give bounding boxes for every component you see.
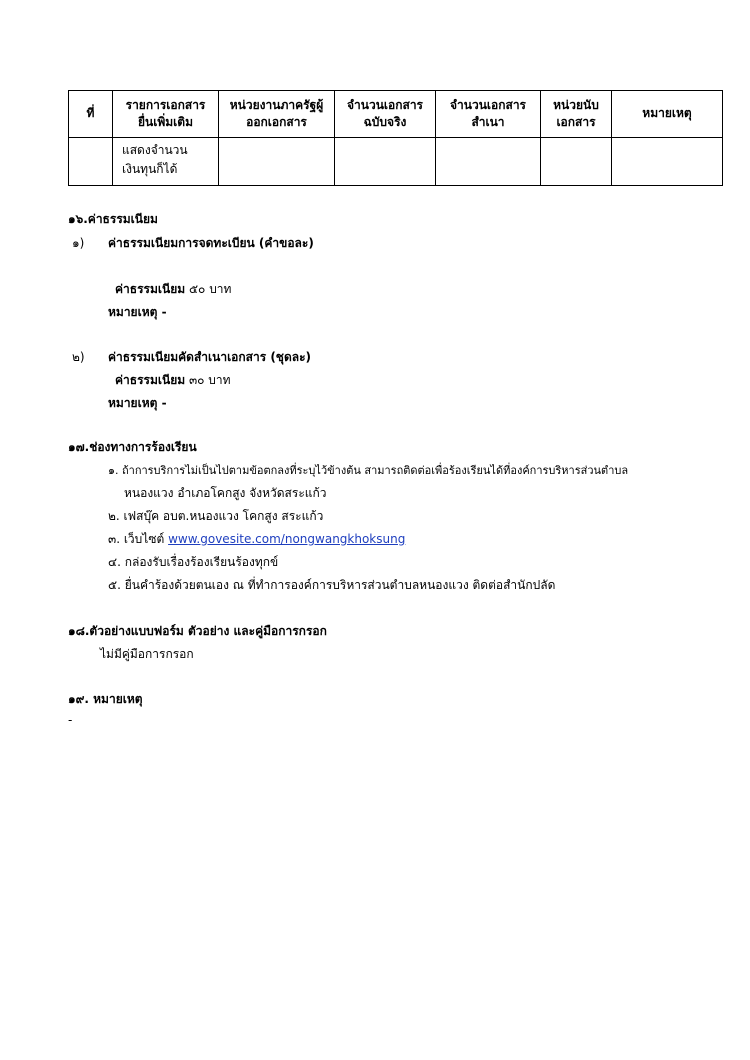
fee-2-note: หมายเหตุ - <box>108 396 167 410</box>
header-no: ที่ <box>69 91 113 138</box>
fee-1-number: ๑) <box>72 236 85 250</box>
fee-1-amount <box>115 280 231 299</box>
complaint-item-2: ๒. เฟสบุ๊ค อบต.หนองแวง โคกสูง สระแก้ว <box>108 509 324 523</box>
cell-original <box>335 138 436 186</box>
complaint-item-3 <box>108 530 405 549</box>
section-18-title: ๑๘.ตัวอย่างแบบฟอร์ม ตัวอย่าง และคู่มือการกรอก <box>68 624 327 638</box>
header-document-list: รายการเอกสาร ยื่นเพิ่มเติม <box>113 91 219 138</box>
cell-copy <box>436 138 541 186</box>
section-19-body: - <box>68 713 73 727</box>
complaint-item-5: ๕. ยื่นคำร้องด้วยตนเอง ณ ที่ทำการองค์การบริหารส่วนตำบลหนองแวง ติดต่อสำนักปลัด <box>108 578 556 592</box>
fee-2-amount <box>115 371 231 390</box>
section-16-title: ๑๖.ค่าธรรมเนียม <box>68 212 158 226</box>
section-18-body: ไม่มีคู่มือการกรอก <box>100 647 194 661</box>
cell-no <box>69 138 113 186</box>
website-link[interactable]: www.govesite.com/nongwangkhoksung <box>168 532 406 546</box>
cell-description: แสดงจำนวน เงินทุนก็ได้ <box>113 138 219 186</box>
cell-unit <box>541 138 612 186</box>
header-original-count: จำนวนเอกสาร ฉบับจริง <box>335 91 436 138</box>
header-unit: หน่วยนับ เอกสาร <box>541 91 612 138</box>
fee-1-label: ค่าธรรมเนียม <box>115 282 186 296</box>
cell-agency <box>219 138 335 186</box>
fee-1-title: ค่าธรรมเนียมการจดทะเบียน (คำขอละ) <box>108 236 314 250</box>
fee-2-label: ค่าธรรมเนียม <box>115 373 186 387</box>
table-header-row <box>69 91 723 138</box>
header-copy-count: จำนวนเอกสาร สำเนา <box>436 91 541 138</box>
fee-1-value: ๕๐ บาท <box>188 282 232 296</box>
cell-note <box>612 138 723 186</box>
website-label: ๓. เว็บไซต์ <box>108 532 165 546</box>
fee-2-number: ๒) <box>72 350 85 364</box>
fee-1-note: หมายเหตุ - <box>108 305 167 319</box>
complaint-item-1-cont: หนองแวง อำเภอโคกสูง จังหวัดสระแก้ว <box>124 486 327 500</box>
fee-2-title: ค่าธรรมเนียมคัดสำเนาเอกสาร (ชุดละ) <box>108 350 312 364</box>
header-note: หมายเหตุ <box>612 91 723 138</box>
complaint-item-4: ๔. กล่องรับเรื่องร้องเรียนร้องทุกข์ <box>108 555 279 569</box>
fee-2-value: ๓๐ บาท <box>188 373 231 387</box>
complaint-item-1: ๑. ถ้าการบริการไม่เป็นไปตามข้อตกลงที่ระบุไว้ข้างต้น สามารถติดต่อเพื่อร้องเรียนได้ที่องค์การบริหารส่วนตำบล <box>108 464 629 477</box>
header-issuing-agency: หน่วยงานภาครัฐผู้ ออกเอกสาร <box>219 91 335 138</box>
table-row <box>69 138 723 186</box>
section-17-title: ๑๗.ช่องทางการร้องเรียน <box>68 440 197 454</box>
documents-table <box>68 90 723 186</box>
section-19-title: ๑๙. หมายเหตุ <box>68 692 143 706</box>
